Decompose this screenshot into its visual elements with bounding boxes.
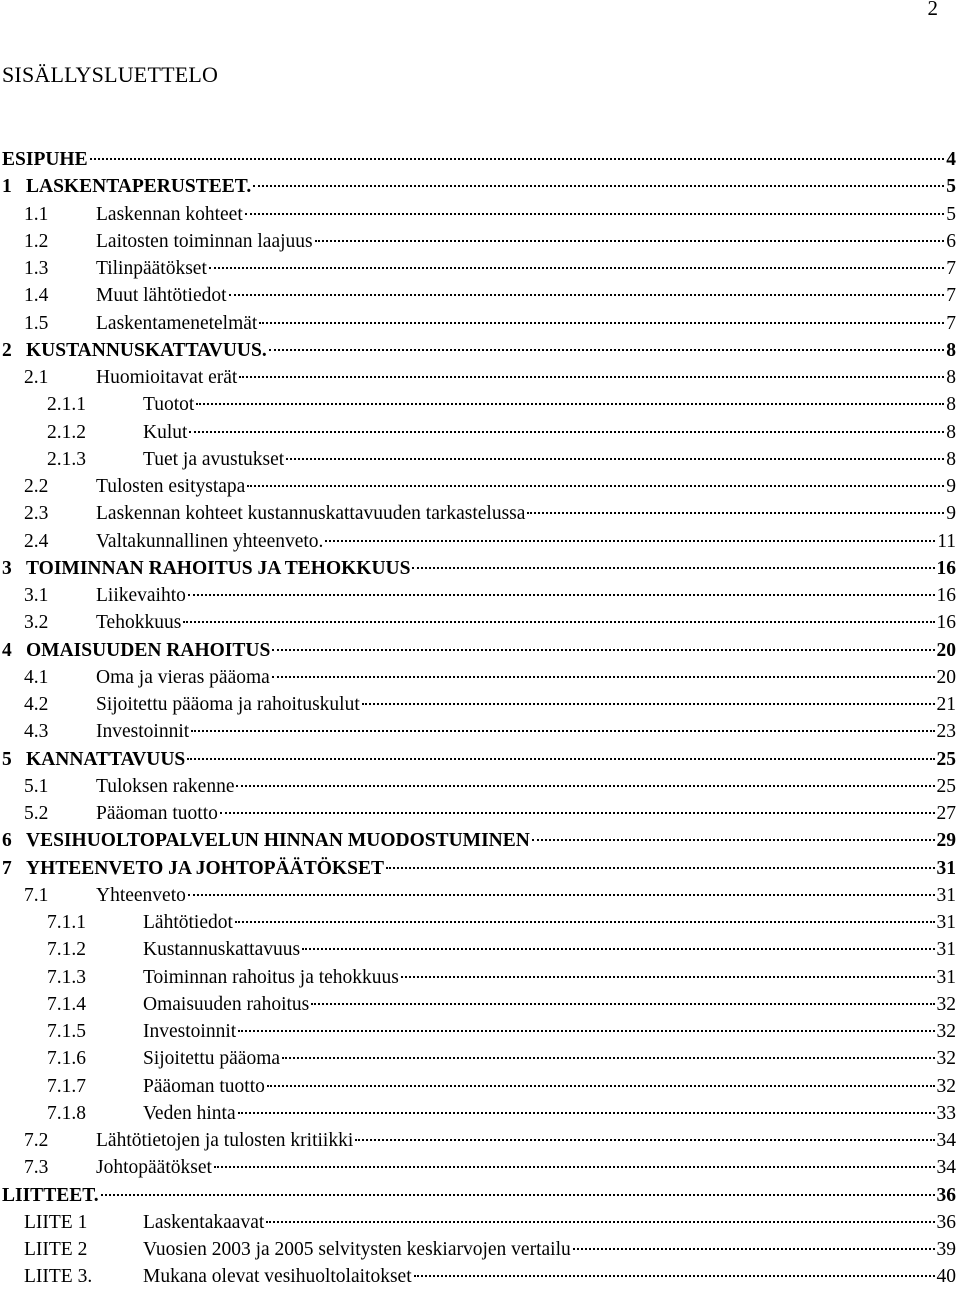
toc-entry[interactable] xyxy=(0,882,960,909)
toc-entry-number: 7.1.1 xyxy=(47,912,86,933)
dot-leader xyxy=(272,649,934,651)
dot-leader xyxy=(235,921,935,923)
toc-entry-number: 2.1 xyxy=(24,367,49,388)
toc-entry-number: 7.1.3 xyxy=(47,966,86,988)
dot-leader xyxy=(183,621,934,623)
toc-entry[interactable] xyxy=(0,718,960,745)
toc-entry[interactable] xyxy=(0,1236,960,1263)
toc-entry-number: LIITE 3. xyxy=(24,1266,93,1288)
toc-entry-page: 7 xyxy=(946,258,956,279)
toc-entry-page: 25 xyxy=(936,775,956,797)
toc-entry[interactable] xyxy=(0,609,960,636)
toc-entry-number: 5.1 xyxy=(24,775,49,797)
dot-leader xyxy=(286,458,944,460)
dot-leader xyxy=(573,1248,935,1250)
toc-entry-label: Tuet ja avustukset xyxy=(143,448,285,470)
toc-entry-number: 7.2 xyxy=(24,1130,49,1151)
dot-leader xyxy=(386,867,935,869)
toc-entry-page: 23 xyxy=(936,721,956,743)
toc-entry-page: 16 xyxy=(936,585,956,606)
toc-entry[interactable] xyxy=(0,337,960,364)
toc-entry-page: 32 xyxy=(936,1075,956,1097)
toc-entry-page: 29 xyxy=(936,830,956,852)
toc-entry-number: 1.1 xyxy=(24,203,49,225)
dot-leader xyxy=(245,213,945,215)
toc-entry[interactable] xyxy=(0,691,960,718)
toc-entry[interactable] xyxy=(0,827,960,854)
toc-entry-label: Huomioitavat erät xyxy=(96,367,238,388)
toc-entry[interactable] xyxy=(0,746,960,773)
toc-entry[interactable] xyxy=(0,773,960,800)
toc-entry-label: Sijoitettu pääoma ja rahoituskulut xyxy=(96,694,360,715)
toc-entry[interactable] xyxy=(0,446,960,473)
toc-entry-page: 8 xyxy=(946,394,956,416)
dot-leader xyxy=(272,676,935,678)
dot-leader xyxy=(267,1085,935,1087)
toc-entry-number: 7.1.8 xyxy=(47,1102,86,1124)
dot-leader xyxy=(302,948,934,950)
toc-entry-page: 8 xyxy=(946,339,956,361)
toc-entry-label: ESIPUHE xyxy=(2,149,88,170)
dot-leader xyxy=(412,567,934,569)
toc-entry[interactable] xyxy=(0,936,960,963)
toc-entry[interactable] xyxy=(0,201,960,228)
page-number: 2 xyxy=(927,0,938,20)
toc-entry-label: Kustannuskattavuus xyxy=(143,939,301,961)
toc-entry-page: 39 xyxy=(936,1239,956,1260)
toc-entry-label: Oma ja vieras pääoma xyxy=(96,666,270,688)
toc-entry-page: 25 xyxy=(936,748,956,770)
dot-leader xyxy=(311,1003,934,1005)
toc-entry-label: Lähtötietojen ja tulosten kritiikki xyxy=(96,1130,354,1151)
dot-leader xyxy=(209,267,944,269)
toc-entry-page: 6 xyxy=(946,230,956,252)
toc-entry-number: 5.2 xyxy=(24,803,49,824)
toc-entry-page: 7 xyxy=(946,285,956,307)
toc-entry[interactable] xyxy=(0,473,960,500)
toc-entry-label: YHTEENVETO JA JOHTOPÄÄTÖKSET xyxy=(26,857,384,879)
toc-entry-label: Vuosien 2003 ja 2005 selvitysten keskiarvojen vertailu xyxy=(143,1239,571,1260)
dot-leader xyxy=(196,403,944,405)
toc-entry-number: 7.1.5 xyxy=(47,1021,86,1042)
toc-entry[interactable] xyxy=(0,582,960,609)
toc-entry-number: 6 xyxy=(2,830,12,852)
toc-entry-number: 2.1.3 xyxy=(47,448,86,470)
dot-leader xyxy=(238,1112,935,1114)
toc-entry[interactable] xyxy=(0,1209,960,1236)
toc-entry-number: 7.1.6 xyxy=(47,1048,86,1070)
toc-entry[interactable] xyxy=(0,146,960,173)
toc-entry-page: 16 xyxy=(936,612,956,634)
dot-leader xyxy=(247,485,944,487)
toc-entry-page: 9 xyxy=(946,503,956,525)
toc-entry-label: Lähtötiedot xyxy=(143,912,233,933)
toc-entry-number: 2.4 xyxy=(24,530,49,552)
toc-entry-page: 31 xyxy=(936,939,956,961)
toc-entry[interactable] xyxy=(0,637,960,664)
toc-entry-number: 2.3 xyxy=(24,503,49,525)
toc-entry-number: 7.1.7 xyxy=(47,1075,86,1097)
toc-entry-number: 2.2 xyxy=(24,476,49,497)
toc-entry[interactable] xyxy=(0,364,960,391)
toc-entry[interactable] xyxy=(0,991,960,1018)
toc-entry-label: Muut lähtötiedot xyxy=(96,285,227,307)
toc-entry-number: 3.2 xyxy=(24,612,49,634)
toc-entry-page: 40 xyxy=(936,1266,956,1288)
dot-leader xyxy=(315,240,945,242)
dot-leader xyxy=(239,376,944,378)
toc-entry-label: Laskennan kohteet xyxy=(96,203,243,225)
toc-entry-label: Tuotot xyxy=(143,394,195,416)
toc-entry[interactable] xyxy=(0,1100,960,1127)
toc-entry-label: OMAISUUDEN RAHOITUS xyxy=(26,639,271,661)
toc-entry-label: Investoinnit xyxy=(143,1021,237,1042)
toc-entry[interactable] xyxy=(0,528,960,555)
dot-leader xyxy=(362,703,935,705)
dot-leader xyxy=(187,758,934,760)
toc-entry-number: LIITE 2 xyxy=(24,1239,88,1260)
toc-entry-label: Laitosten toiminnan laajuus xyxy=(96,230,313,252)
dot-leader xyxy=(269,349,945,351)
dot-leader xyxy=(188,594,935,596)
toc-entry-label: Mukana olevat vesihuoltolaitokset xyxy=(143,1266,412,1288)
toc-entry-page: 5 xyxy=(946,176,956,198)
toc-entry-label: Tehokkuus xyxy=(96,612,182,634)
toc-entry-label: Laskentakaavat xyxy=(143,1211,265,1233)
toc-entry-number: 2.1.2 xyxy=(47,421,86,443)
toc-entry-label: Tuloksen rakenne xyxy=(96,775,235,797)
toc-entry-number: 4 xyxy=(2,639,12,661)
dot-leader xyxy=(101,1194,935,1196)
dot-leader xyxy=(188,894,935,896)
toc-entry[interactable] xyxy=(0,1018,960,1045)
toc-entry[interactable] xyxy=(0,1073,960,1100)
toc-entry[interactable] xyxy=(0,1045,960,1072)
toc-entry-number: 2 xyxy=(2,339,12,361)
toc-entry-label: Laskennan kohteet kustannuskattavuuden tarkastelussa xyxy=(96,503,526,525)
toc-entry-label: Yhteenveto xyxy=(96,884,186,906)
toc-entry-label: Investoinnit xyxy=(96,721,190,743)
toc-entry-number: LIITE 1 xyxy=(24,1211,88,1233)
toc-entry-label: Veden hinta xyxy=(143,1102,236,1124)
dot-leader xyxy=(527,512,944,514)
toc-entry[interactable] xyxy=(0,173,960,200)
toc-entry-page: 16 xyxy=(936,557,956,579)
toc-entry[interactable] xyxy=(0,909,960,936)
dot-leader xyxy=(253,185,944,187)
toc-entry-label: LASKENTAPERUSTEET. xyxy=(26,176,252,198)
toc-entry-page: 31 xyxy=(936,912,956,933)
dot-leader xyxy=(189,431,944,433)
toc-entry-page: 34 xyxy=(936,1157,956,1179)
toc-entry-number: 1.2 xyxy=(24,230,49,252)
table-of-contents xyxy=(0,146,960,1291)
toc-entry-number: 2.1.1 xyxy=(47,394,86,416)
dot-leader xyxy=(414,1275,935,1277)
toc-entry-label: Laskentamenetelmät xyxy=(96,312,258,334)
toc-entry-page: 20 xyxy=(936,666,956,688)
dot-leader xyxy=(532,839,935,841)
toc-entry-label: KUSTANNUSKATTAVUUS. xyxy=(26,339,267,361)
toc-entry-number: 4.2 xyxy=(24,694,49,715)
toc-entry-label: Liikevaihto xyxy=(96,585,186,606)
toc-entry-label: Sijoitettu pääoma xyxy=(143,1048,281,1070)
toc-entry[interactable] xyxy=(0,310,960,337)
toc-entry[interactable] xyxy=(0,1182,960,1209)
toc-entry[interactable] xyxy=(0,391,960,418)
toc-entry[interactable] xyxy=(0,664,960,691)
toc-entry[interactable] xyxy=(0,855,960,882)
toc-entry-label: Kulut xyxy=(143,421,188,443)
toc-entry-label: VESIHUOLTOPALVELUN HINNAN MUODOSTUMINEN xyxy=(26,830,530,852)
toc-entry[interactable] xyxy=(0,419,960,446)
toc-entry-number: 7.1 xyxy=(24,884,49,906)
dot-leader xyxy=(282,1057,934,1059)
toc-entry-number: 1.5 xyxy=(24,312,49,334)
toc-entry-label: LIITTEET. xyxy=(2,1184,99,1206)
toc-entry[interactable] xyxy=(0,1154,960,1181)
toc-entry-label: Johtopäätökset xyxy=(96,1157,212,1179)
toc-entry-label: KANNATTAVUUS xyxy=(26,748,186,770)
toc-entry-label: Tilinpäätökset xyxy=(96,258,207,279)
toc-entry-page: 32 xyxy=(936,1048,956,1070)
toc-entry-label: Omaisuuden rahoitus xyxy=(143,993,310,1015)
toc-entry[interactable] xyxy=(0,964,960,991)
toc-entry-number: 1.3 xyxy=(24,258,49,279)
toc-entry-page: 31 xyxy=(936,857,956,879)
toc-entry-number: 1.4 xyxy=(24,285,49,307)
toc-entry-page: 31 xyxy=(936,884,956,906)
toc-entry-page: 33 xyxy=(936,1102,956,1124)
toc-entry-page: 8 xyxy=(946,367,956,388)
toc-entry-page: 31 xyxy=(936,966,956,988)
toc-entry-page: 5 xyxy=(946,203,956,225)
toc-entry-number: 7.3 xyxy=(24,1157,49,1179)
dot-leader xyxy=(238,1030,934,1032)
toc-entry-number: 7.1.2 xyxy=(47,939,86,961)
toc-entry-label: Toiminnan rahoitus ja tehokkuus xyxy=(143,966,399,988)
dot-leader xyxy=(355,1139,934,1141)
dot-leader xyxy=(229,294,945,296)
toc-entry-number: 3 xyxy=(2,557,12,579)
toc-entry-page: 20 xyxy=(936,639,956,661)
toc-entry[interactable] xyxy=(0,555,960,582)
toc-entry-label: Valtakunnallinen yhteenveto. xyxy=(96,530,324,552)
toc-entry-page: 7 xyxy=(946,312,956,334)
toc-entry-page: 36 xyxy=(936,1184,956,1206)
dot-leader xyxy=(325,540,935,542)
toc-entry-page: 36 xyxy=(936,1211,956,1233)
toc-entry-number: 3.1 xyxy=(24,585,49,606)
toc-entry[interactable] xyxy=(0,228,960,255)
toc-entry[interactable] xyxy=(0,255,960,282)
toc-entry-label: Pääoman tuotto xyxy=(143,1075,265,1097)
dot-leader xyxy=(401,976,935,978)
dot-leader xyxy=(236,785,934,787)
dot-leader xyxy=(259,322,944,324)
toc-entry-page: 4 xyxy=(946,149,956,170)
toc-entry-number: 7 xyxy=(2,857,12,879)
page-title: SISÄLLYSLUETTELO xyxy=(2,62,219,87)
toc-entry-number: 1 xyxy=(2,176,12,198)
dot-leader xyxy=(214,1166,935,1168)
toc-entry-number: 5 xyxy=(2,748,12,770)
toc-entry[interactable] xyxy=(0,800,960,827)
toc-entry-label: Pääoman tuotto xyxy=(96,803,218,824)
dot-leader xyxy=(220,812,935,814)
toc-entry-page: 9 xyxy=(946,476,956,497)
toc-entry-number: 4.3 xyxy=(24,721,49,743)
dot-leader xyxy=(191,730,934,732)
toc-entry-page: 32 xyxy=(936,993,956,1015)
toc-entry-page: 8 xyxy=(946,421,956,443)
dot-leader xyxy=(90,158,945,160)
toc-entry-number: 7.1.4 xyxy=(47,993,86,1015)
toc-entry-page: 21 xyxy=(936,694,956,715)
toc-entry-page: 8 xyxy=(946,448,956,470)
toc-entry-page: 32 xyxy=(936,1021,956,1042)
toc-entry-page: 27 xyxy=(936,803,956,824)
toc-entry[interactable] xyxy=(0,1127,960,1154)
dot-leader xyxy=(266,1221,934,1223)
toc-entry-label: TOIMINNAN RAHOITUS JA TEHOKKUUS xyxy=(26,557,411,579)
toc-entry[interactable] xyxy=(0,500,960,527)
toc-entry-label: Tulosten esitystapa xyxy=(96,476,246,497)
toc-entry[interactable] xyxy=(0,1263,960,1290)
toc-entry-page: 34 xyxy=(936,1130,956,1151)
toc-entry[interactable] xyxy=(0,282,960,309)
toc-entry-number: 4.1 xyxy=(24,666,49,688)
toc-entry-page: 11 xyxy=(937,530,956,552)
